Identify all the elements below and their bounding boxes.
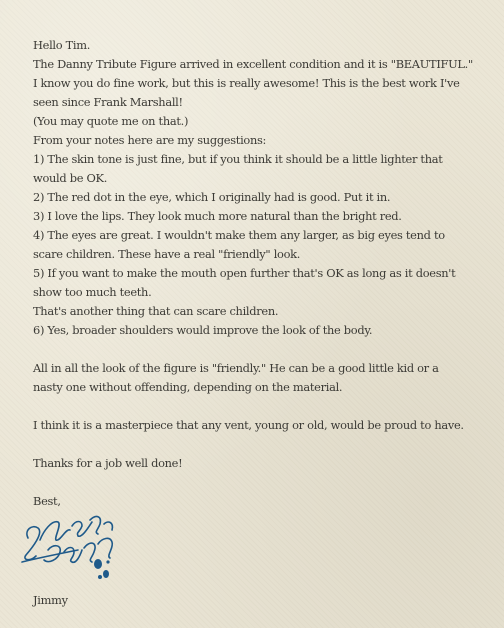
letter-line: 6) Yes, broader shoulders would improve the look of the body. <box>33 323 373 337</box>
letter-line: The Danny Tribute Figure arrived in excellent condition and it is "BEAUTIFUL." <box>33 57 473 71</box>
letter-line: 4) The eyes are great. I wouldn't make them any larger, as big eyes tend to <box>33 228 445 242</box>
letter-body <box>33 36 493 511</box>
letter-line: I think it is a masterpiece that any vent, young or old, would be proud to have. <box>33 418 464 432</box>
letter-line: show too much teeth. <box>33 285 152 299</box>
letter-line: (You may quote me on that.) <box>33 114 189 128</box>
closing: Best, <box>33 494 61 508</box>
letter-line: 1) The skin tone is just fine, but if you think it should be a little lighter that <box>33 152 443 166</box>
letter-line: 2) The red dot in the eye, which I originally had is good. Put it in. <box>33 190 391 204</box>
letter-line: nasty one without offending, depending on the material. <box>33 380 343 394</box>
letter-line: From your notes here are my suggestions: <box>33 133 267 147</box>
letter-line: 3) I love the lips. They look much more natural than the bright red. <box>33 209 402 223</box>
letter-line: All in all the look of the figure is "friendly." He can be a good little kid or a <box>33 361 439 375</box>
letter-line: scare children. These have a real "friendly" look. <box>33 247 301 261</box>
letter-line: 5) If you want to make the mouth open further that's OK as long as it doesn't <box>33 266 456 280</box>
letter-line: That's another thing that can scare children. <box>33 304 279 318</box>
letter-line: would be OK. <box>33 171 108 185</box>
letter-line: seen since Frank Marshall! <box>33 95 183 109</box>
letter-line: I know you do fine work, but this is really awesome! This is the best work I've <box>33 76 460 90</box>
salutation: Hello Tim. <box>33 38 91 52</box>
signed-name: Jimmy <box>33 593 68 607</box>
letter-line: Thanks for a job well done! <box>33 456 183 470</box>
signature-image <box>18 500 128 590</box>
